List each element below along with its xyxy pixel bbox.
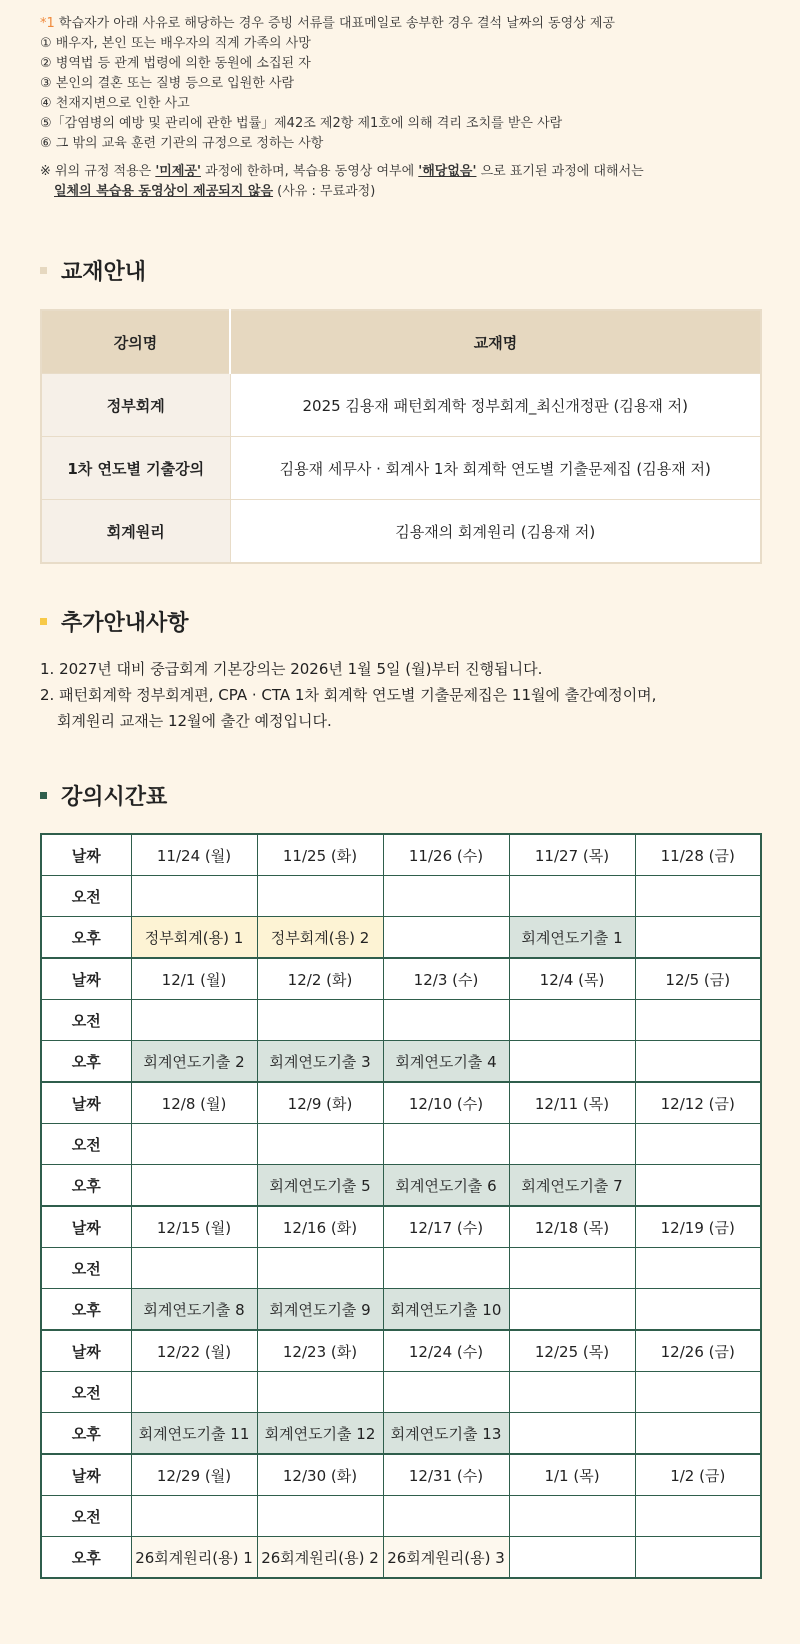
pm-cell: 회계연도기출 6 bbox=[383, 1165, 509, 1207]
pm-cell bbox=[383, 917, 509, 959]
am-cell bbox=[131, 1496, 257, 1537]
am-cell bbox=[635, 1372, 761, 1413]
am-cell bbox=[131, 1372, 257, 1413]
pm-cell bbox=[131, 1165, 257, 1207]
extra-notes bbox=[40, 656, 656, 734]
pm-cell: 회계연도기출 10 bbox=[383, 1289, 509, 1331]
date-cell: 12/1 (월) bbox=[131, 958, 257, 1000]
am-cell bbox=[509, 1248, 635, 1289]
date-cell: 12/19 (금) bbox=[635, 1206, 761, 1248]
col-course: 강의명 bbox=[41, 310, 230, 374]
row-label: 날짜 bbox=[41, 834, 131, 876]
date-cell: 11/28 (금) bbox=[635, 834, 761, 876]
am-cell bbox=[383, 1000, 509, 1041]
pm-cell bbox=[635, 1413, 761, 1455]
pm-cell bbox=[509, 1537, 635, 1579]
am-row bbox=[41, 1248, 761, 1289]
date-cell: 12/8 (월) bbox=[131, 1082, 257, 1124]
notes-item: ⑤「감염병의 예방 및 관리에 관한 법률」제42조 제2항 제1호에 의해 격리 조치를 받은 사람 bbox=[40, 116, 563, 131]
row-label: 오전 bbox=[41, 876, 131, 917]
pm-cell: 회계연도기출 3 bbox=[257, 1041, 383, 1083]
date-cell: 12/10 (수) bbox=[383, 1082, 509, 1124]
row-label: 오전 bbox=[41, 1248, 131, 1289]
am-row bbox=[41, 1496, 761, 1537]
col-book: 교재명 bbox=[230, 310, 761, 374]
am-cell bbox=[131, 876, 257, 917]
pm-row bbox=[41, 917, 761, 959]
am-row bbox=[41, 1124, 761, 1165]
pm-row bbox=[41, 1413, 761, 1455]
am-row bbox=[41, 1372, 761, 1413]
am-cell bbox=[131, 1000, 257, 1041]
date-cell: 12/2 (화) bbox=[257, 958, 383, 1000]
am-cell bbox=[635, 1496, 761, 1537]
bullet-square-icon bbox=[40, 267, 47, 274]
pm-cell: 회계연도기출 4 bbox=[383, 1041, 509, 1083]
row-label: 날짜 bbox=[41, 1330, 131, 1372]
table-row bbox=[41, 374, 761, 437]
date-cell: 1/1 (목) bbox=[509, 1454, 635, 1496]
pm-cell bbox=[635, 917, 761, 959]
pm-cell bbox=[635, 1537, 761, 1579]
am-cell bbox=[509, 1000, 635, 1041]
date-cell: 11/27 (목) bbox=[509, 834, 635, 876]
extra-line: 2. 패턴회계학 정부회계편, CPA · CTA 1차 회계학 연도별 기출문제집은 11월에 출간예정이며, bbox=[40, 686, 657, 704]
date-cell: 12/29 (월) bbox=[131, 1454, 257, 1496]
notes-item: ③ 본인의 결혼 또는 질병 등으로 입원한 사람 bbox=[40, 76, 295, 91]
pm-cell bbox=[635, 1041, 761, 1083]
am-cell bbox=[257, 1372, 383, 1413]
notes-warning-2: 일체의 복습용 동영상이 제공되지 않음 (사유 : 무료과정) bbox=[54, 184, 376, 199]
notes-item: ② 병역법 등 관계 법령에 의한 동원에 소집된 자 bbox=[40, 56, 311, 71]
date-cell: 12/5 (금) bbox=[635, 958, 761, 1000]
am-row bbox=[41, 1000, 761, 1041]
date-cell: 12/24 (수) bbox=[383, 1330, 509, 1372]
pm-cell: 정부회계(용) 1 bbox=[131, 917, 257, 959]
row-label: 오전 bbox=[41, 1372, 131, 1413]
am-cell bbox=[257, 1000, 383, 1041]
am-cell bbox=[131, 1124, 257, 1165]
am-cell bbox=[131, 1248, 257, 1289]
date-cell: 1/2 (금) bbox=[635, 1454, 761, 1496]
pm-cell: 정부회계(용) 2 bbox=[257, 917, 383, 959]
table-row bbox=[41, 437, 761, 500]
date-row bbox=[41, 958, 761, 1000]
date-row bbox=[41, 1206, 761, 1248]
footnote-marker: *1 bbox=[40, 16, 55, 31]
date-row bbox=[41, 1454, 761, 1496]
pm-cell: 회계연도기출 9 bbox=[257, 1289, 383, 1331]
date-cell: 12/12 (금) bbox=[635, 1082, 761, 1124]
pm-cell bbox=[509, 1289, 635, 1331]
schedule-title: 강의시간표 bbox=[40, 783, 167, 813]
pm-cell: 회계연도기출 11 bbox=[131, 1413, 257, 1455]
date-cell: 12/3 (수) bbox=[383, 958, 509, 1000]
date-row bbox=[41, 1330, 761, 1372]
date-row bbox=[41, 834, 761, 876]
pm-cell: 회계연도기출 1 bbox=[509, 917, 635, 959]
am-cell bbox=[509, 876, 635, 917]
pm-row bbox=[41, 1537, 761, 1579]
date-cell: 11/24 (월) bbox=[131, 834, 257, 876]
extra-title: 추가안내사항 bbox=[40, 609, 189, 639]
row-label: 오전 bbox=[41, 1124, 131, 1165]
am-cell bbox=[635, 1000, 761, 1041]
date-cell: 12/22 (월) bbox=[131, 1330, 257, 1372]
pm-cell: 회계연도기출 8 bbox=[131, 1289, 257, 1331]
row-label: 오후 bbox=[41, 1289, 131, 1331]
am-cell bbox=[257, 1496, 383, 1537]
am-cell bbox=[635, 1124, 761, 1165]
am-row bbox=[41, 876, 761, 917]
pm-cell: 회계연도기출 13 bbox=[383, 1413, 509, 1455]
textbook-title: 교재안내 bbox=[40, 258, 146, 288]
extra-line: 1. 2027년 대비 중급회계 기본강의는 2026년 1월 5일 (월)부터 진행됩니다. bbox=[40, 660, 543, 678]
pm-row bbox=[41, 1165, 761, 1207]
pm-cell: 26회계원리(용) 3 bbox=[383, 1537, 509, 1579]
pm-cell: 26회계원리(용) 1 bbox=[131, 1537, 257, 1579]
row-label: 오전 bbox=[41, 1496, 131, 1537]
date-cell: 12/18 (목) bbox=[509, 1206, 635, 1248]
am-cell bbox=[257, 1124, 383, 1165]
pm-cell: 26회계원리(용) 2 bbox=[257, 1537, 383, 1579]
date-cell: 12/25 (목) bbox=[509, 1330, 635, 1372]
notes-item: ④ 천재지변으로 인한 사고 bbox=[40, 96, 190, 111]
am-cell bbox=[509, 1372, 635, 1413]
date-cell: 11/26 (수) bbox=[383, 834, 509, 876]
date-cell: 12/11 (목) bbox=[509, 1082, 635, 1124]
notes-item: ① 배우자, 본인 또는 배우자의 직계 가족의 사망 bbox=[40, 36, 311, 51]
course-name: 정부회계 bbox=[41, 374, 230, 437]
pm-cell bbox=[509, 1413, 635, 1455]
date-cell: 12/16 (화) bbox=[257, 1206, 383, 1248]
am-cell bbox=[383, 1496, 509, 1537]
table-header-row bbox=[41, 310, 761, 374]
date-cell: 12/4 (목) bbox=[509, 958, 635, 1000]
am-cell bbox=[509, 1124, 635, 1165]
row-label: 오후 bbox=[41, 1413, 131, 1455]
course-name: 1차 연도별 기출강의 bbox=[41, 437, 230, 500]
date-cell: 12/30 (화) bbox=[257, 1454, 383, 1496]
pm-cell bbox=[635, 1165, 761, 1207]
course-name: 회계원리 bbox=[41, 500, 230, 564]
pm-cell: 회계연도기출 2 bbox=[131, 1041, 257, 1083]
row-label: 오후 bbox=[41, 1165, 131, 1207]
row-label: 오전 bbox=[41, 1000, 131, 1041]
row-label: 오후 bbox=[41, 1041, 131, 1083]
extra-line: 회계원리 교재는 12월에 출간 예정입니다. bbox=[57, 712, 332, 730]
date-cell: 11/25 (화) bbox=[257, 834, 383, 876]
am-cell bbox=[383, 1372, 509, 1413]
row-label: 날짜 bbox=[41, 1206, 131, 1248]
am-cell bbox=[635, 1248, 761, 1289]
pm-row bbox=[41, 1289, 761, 1331]
textbook-table bbox=[40, 309, 762, 564]
date-cell: 12/17 (수) bbox=[383, 1206, 509, 1248]
table-row bbox=[41, 500, 761, 564]
date-cell: 12/26 (금) bbox=[635, 1330, 761, 1372]
date-cell: 12/31 (수) bbox=[383, 1454, 509, 1496]
row-label: 오후 bbox=[41, 1537, 131, 1579]
am-cell bbox=[257, 1248, 383, 1289]
pm-cell: 회계연도기출 7 bbox=[509, 1165, 635, 1207]
am-cell bbox=[257, 876, 383, 917]
pm-cell: 회계연도기출 12 bbox=[257, 1413, 383, 1455]
am-cell bbox=[383, 1248, 509, 1289]
pm-cell bbox=[509, 1041, 635, 1083]
row-label: 날짜 bbox=[41, 958, 131, 1000]
absence-notes bbox=[40, 14, 770, 202]
am-cell bbox=[383, 876, 509, 917]
am-cell bbox=[635, 876, 761, 917]
date-cell: 12/23 (화) bbox=[257, 1330, 383, 1372]
row-label: 오후 bbox=[41, 917, 131, 959]
schedule-table bbox=[40, 833, 762, 1579]
row-label: 날짜 bbox=[41, 1454, 131, 1496]
pm-cell bbox=[635, 1289, 761, 1331]
bullet-square-icon bbox=[40, 618, 47, 625]
notes-warning: ※ 위의 규정 적용은 '미제공' 과정에 한하며, 복습용 동영상 여부에 '해당없음' 으로 표기된 과정에 대해서는 bbox=[40, 164, 644, 179]
pm-row bbox=[41, 1041, 761, 1083]
book-name: 2025 김용재 패턴회계학 정부회계_최신개정판 (김용재 저) bbox=[230, 374, 761, 437]
am-cell bbox=[383, 1124, 509, 1165]
notes-intro: *1 학습자가 아래 사유로 해당하는 경우 증빙 서류를 대표메일로 송부한 경우 결석 날짜의 동영상 제공 bbox=[40, 16, 615, 31]
row-label: 날짜 bbox=[41, 1082, 131, 1124]
am-cell bbox=[509, 1496, 635, 1537]
date-row bbox=[41, 1082, 761, 1124]
book-name: 김용재의 회계원리 (김용재 저) bbox=[230, 500, 761, 564]
date-cell: 12/9 (화) bbox=[257, 1082, 383, 1124]
book-name: 김용재 세무사 · 회계사 1차 회계학 연도별 기출문제집 (김용재 저) bbox=[230, 437, 761, 500]
date-cell: 12/15 (월) bbox=[131, 1206, 257, 1248]
pm-cell: 회계연도기출 5 bbox=[257, 1165, 383, 1207]
bullet-square-icon bbox=[40, 792, 47, 799]
notes-item: ⑥ 그 밖의 교육 훈련 기관의 규정으로 정하는 사항 bbox=[40, 136, 324, 151]
